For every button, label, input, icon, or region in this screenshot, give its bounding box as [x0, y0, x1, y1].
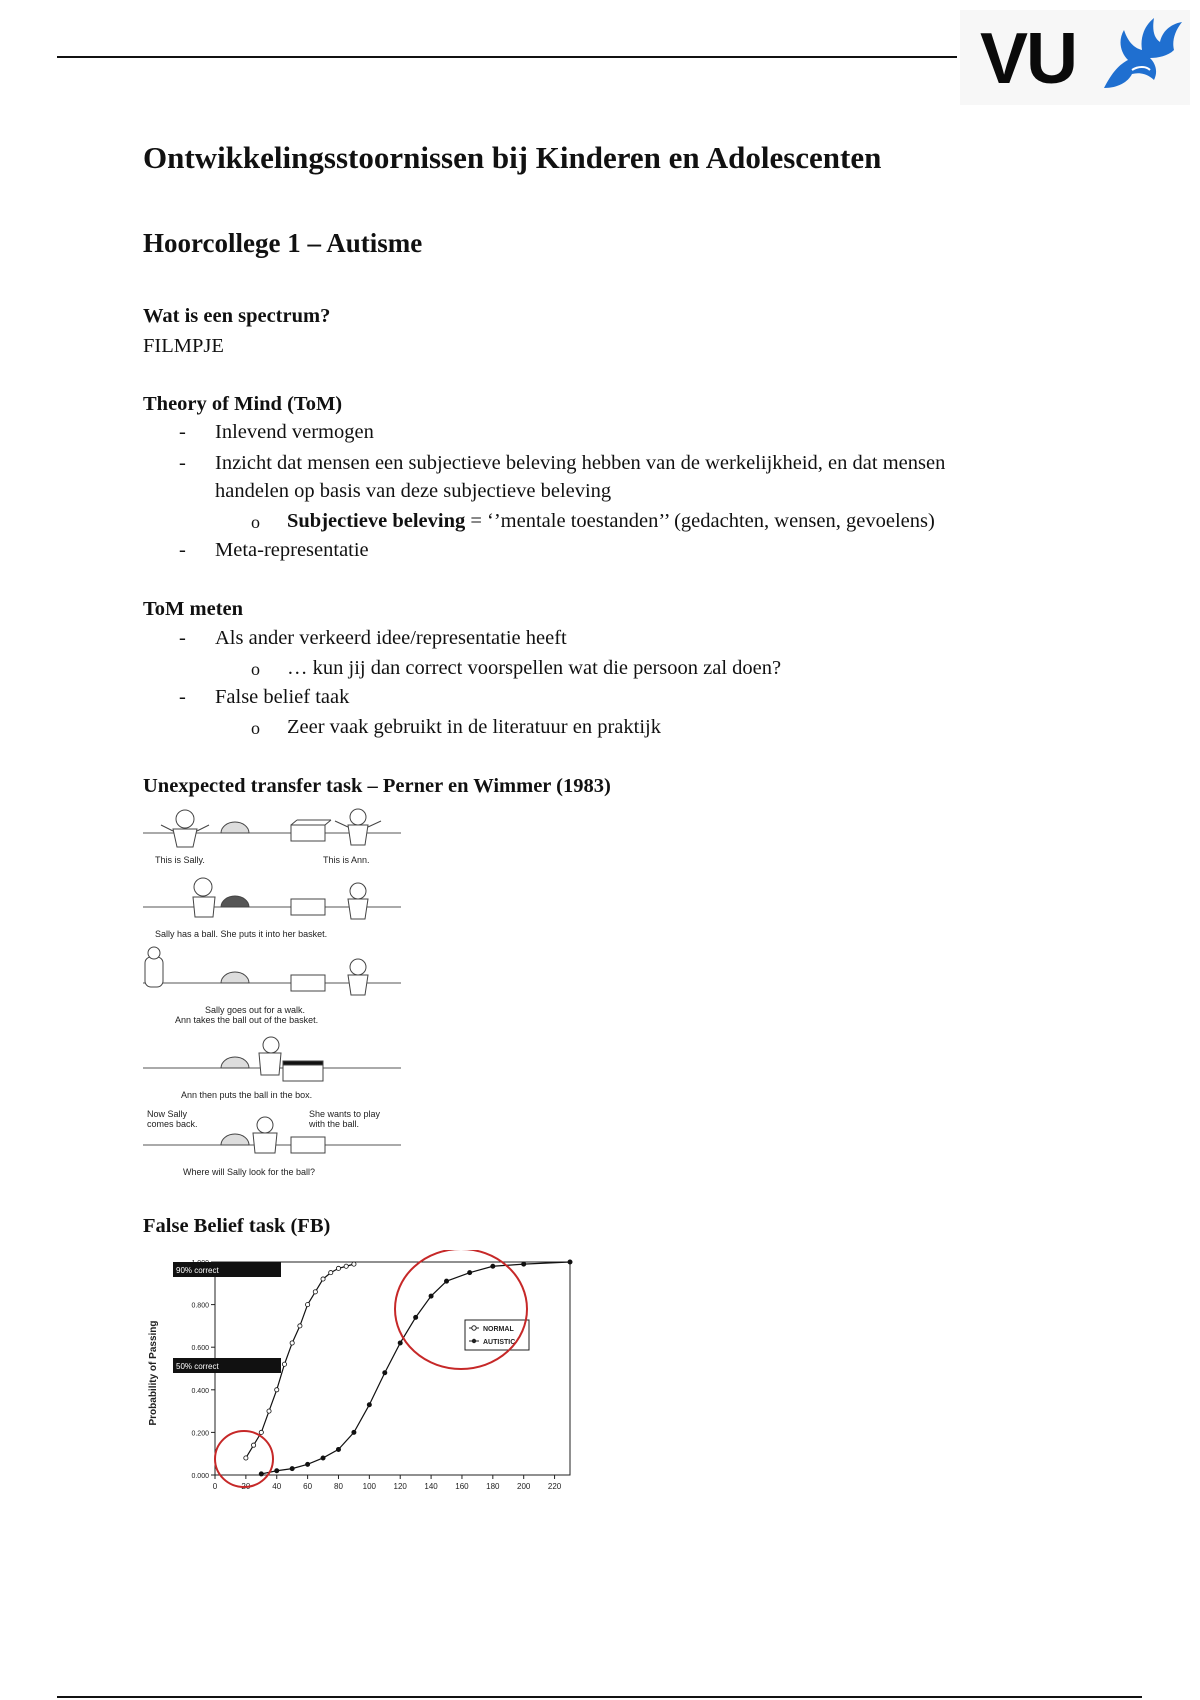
- circle-bullet: o: [251, 512, 260, 532]
- data-point-autistic: [468, 1271, 472, 1275]
- x-tick-label: 40: [272, 1482, 282, 1491]
- sally-figure: [161, 810, 209, 847]
- x-tick-label: 80: [334, 1482, 343, 1491]
- panel-3-caption-line-2: Ann takes the ball out of the basket.: [175, 1015, 319, 1025]
- data-point-autistic: [259, 1472, 263, 1476]
- panel-5-left-line-2: comes back.: [147, 1119, 198, 1129]
- annotation-50-text: 50% correct: [176, 1362, 219, 1371]
- spectrum-text: FILMPJE: [143, 335, 224, 357]
- data-point-normal: [321, 1277, 325, 1281]
- data-point-autistic: [444, 1279, 448, 1283]
- data-point-autistic: [522, 1262, 526, 1266]
- data-point-normal: [306, 1303, 310, 1307]
- x-tick-label: 200: [517, 1482, 531, 1491]
- dash-bullet: -: [179, 539, 186, 561]
- tom-meten-item-1: Als ander verkeerd idee/representatie heeft: [215, 627, 567, 649]
- x-tick-label: 0: [212, 1482, 218, 1491]
- dash-bullet: -: [179, 627, 186, 649]
- legend-normal: NORMAL: [483, 1326, 514, 1333]
- x-tick-label: 100: [362, 1482, 377, 1491]
- data-point-normal: [259, 1430, 263, 1434]
- vu-logo: [960, 10, 1190, 105]
- panel-5-bottom-caption: Where will Sally look for the ball?: [183, 1167, 316, 1177]
- y-tick-label: 0.400: [191, 1387, 209, 1395]
- data-point-autistic: [429, 1294, 433, 1298]
- data-point-autistic: [398, 1341, 402, 1345]
- data-point-autistic: [414, 1315, 418, 1319]
- tom-meten-sub-1: … kun jij dan correct voorspellen wat die persoon zal doen?: [287, 657, 782, 679]
- panel-1-left-caption: This is Sally.: [155, 855, 205, 865]
- tom-sub-item: [287, 510, 935, 533]
- circle-bullet: o: [251, 718, 260, 738]
- data-point-autistic: [336, 1447, 340, 1451]
- data-point-normal: [329, 1271, 333, 1275]
- spectrum-heading: Wat is een spectrum?: [143, 305, 331, 327]
- data-point-autistic: [306, 1462, 310, 1466]
- tom-sub-rest: = ‘’mentale toestanden’’ (gedachten, wensen, gevoelens): [465, 510, 935, 532]
- data-point-autistic: [383, 1371, 387, 1375]
- data-point-normal: [290, 1341, 294, 1345]
- lecture-title: Hoorcollege 1 – Autisme: [143, 228, 423, 258]
- ann-figure: [335, 809, 381, 845]
- tom-item-2-line-2: handelen op basis van deze subjectieve beleving: [215, 480, 612, 502]
- data-point-autistic: [290, 1467, 294, 1471]
- sally-anne-illustration: [143, 805, 401, 1185]
- y-tick-label: 0.600: [191, 1345, 209, 1353]
- basket-icon: [221, 822, 249, 833]
- tom-meten-sub-2: Zeer vaak gebruikt in de literatuur en praktijk: [287, 716, 661, 738]
- panel-2-caption: Sally has a ball. She puts it into her basket.: [155, 929, 328, 939]
- legend-autistic: AUTISTIC: [483, 1339, 516, 1346]
- false-belief-chart: [143, 1250, 583, 1505]
- y-tick-label: 0.200: [191, 1430, 209, 1438]
- tom-heading: Theory of Mind (ToM): [143, 393, 343, 415]
- tom-meten-item-2: False belief taak: [215, 686, 350, 708]
- y-axis-label: Probability of Passing: [148, 1320, 159, 1426]
- data-point-autistic: [275, 1469, 279, 1473]
- data-point-normal: [313, 1290, 317, 1294]
- transfer-heading: Unexpected transfer task – Perner en Wimmer (1983): [143, 775, 611, 797]
- data-point-autistic: [352, 1430, 356, 1434]
- tom-sub-bold: Subjectieve beleving: [287, 510, 466, 532]
- x-tick-label: 220: [547, 1482, 562, 1491]
- chart-legend: [465, 1320, 529, 1350]
- dash-bullet: -: [179, 452, 186, 474]
- tom-meten-heading: ToM meten: [143, 598, 244, 620]
- data-point-normal: [244, 1456, 248, 1460]
- x-tick-label: 160: [455, 1482, 469, 1491]
- data-point-autistic: [491, 1264, 495, 1268]
- header-rule: [57, 56, 957, 58]
- tom-item-1: Inlevend vermogen: [215, 421, 374, 443]
- annotation-50-percent: [173, 1358, 281, 1373]
- annotation-90-text: 90% correct: [176, 1266, 219, 1275]
- dash-bullet: -: [179, 421, 186, 443]
- data-point-normal: [251, 1443, 255, 1447]
- panel-5-right-line-2: with the ball.: [309, 1119, 360, 1129]
- logo-text: VU: [980, 19, 1077, 99]
- data-point-normal: [344, 1264, 348, 1268]
- box-icon: [291, 820, 331, 841]
- x-tick-label: 60: [303, 1482, 313, 1491]
- x-tick-label: 120: [393, 1482, 407, 1491]
- tom-item-3: Meta-representatie: [215, 539, 369, 561]
- data-point-normal: [298, 1324, 302, 1328]
- x-tick-label: 20: [241, 1482, 251, 1491]
- griffin-icon: [1098, 12, 1186, 94]
- data-point-normal: [282, 1362, 286, 1366]
- data-point-normal: [275, 1388, 279, 1392]
- y-tick-label: 0.000: [191, 1473, 209, 1480]
- data-point-autistic: [568, 1260, 572, 1264]
- panel-5-left-line-1: Now Sally: [147, 1109, 188, 1119]
- document-title: Ontwikkelingsstoornissen bij Kinderen en Adolescenten: [143, 140, 882, 175]
- y-tick-label: 0.800: [191, 1302, 209, 1310]
- x-tick-label: 140: [424, 1482, 438, 1491]
- x-tick-label: 180: [486, 1482, 500, 1491]
- data-point-normal: [336, 1266, 340, 1270]
- data-point-autistic: [321, 1456, 325, 1460]
- circle-bullet: o: [251, 659, 260, 679]
- panel-3-caption-line-1: Sally goes out for a walk.: [205, 1005, 306, 1015]
- tom-item-2-line-1: Inzicht dat mensen een subjectieve beleving hebben van de werkelijkheid, en dat mensen: [215, 452, 946, 474]
- data-point-normal: [352, 1262, 356, 1266]
- footer-rule: [57, 1696, 1142, 1698]
- fb-heading: False Belief task (FB): [143, 1215, 331, 1237]
- annotation-90-percent: [173, 1262, 281, 1277]
- dash-bullet: -: [179, 686, 186, 708]
- panel-4-caption: Ann then puts the ball in the box.: [181, 1090, 313, 1100]
- panel-5-right-line-1: She wants to play: [309, 1109, 381, 1119]
- data-point-autistic: [367, 1403, 371, 1407]
- panel-1-right-caption: This is Ann.: [323, 855, 370, 865]
- data-point-normal: [267, 1409, 271, 1413]
